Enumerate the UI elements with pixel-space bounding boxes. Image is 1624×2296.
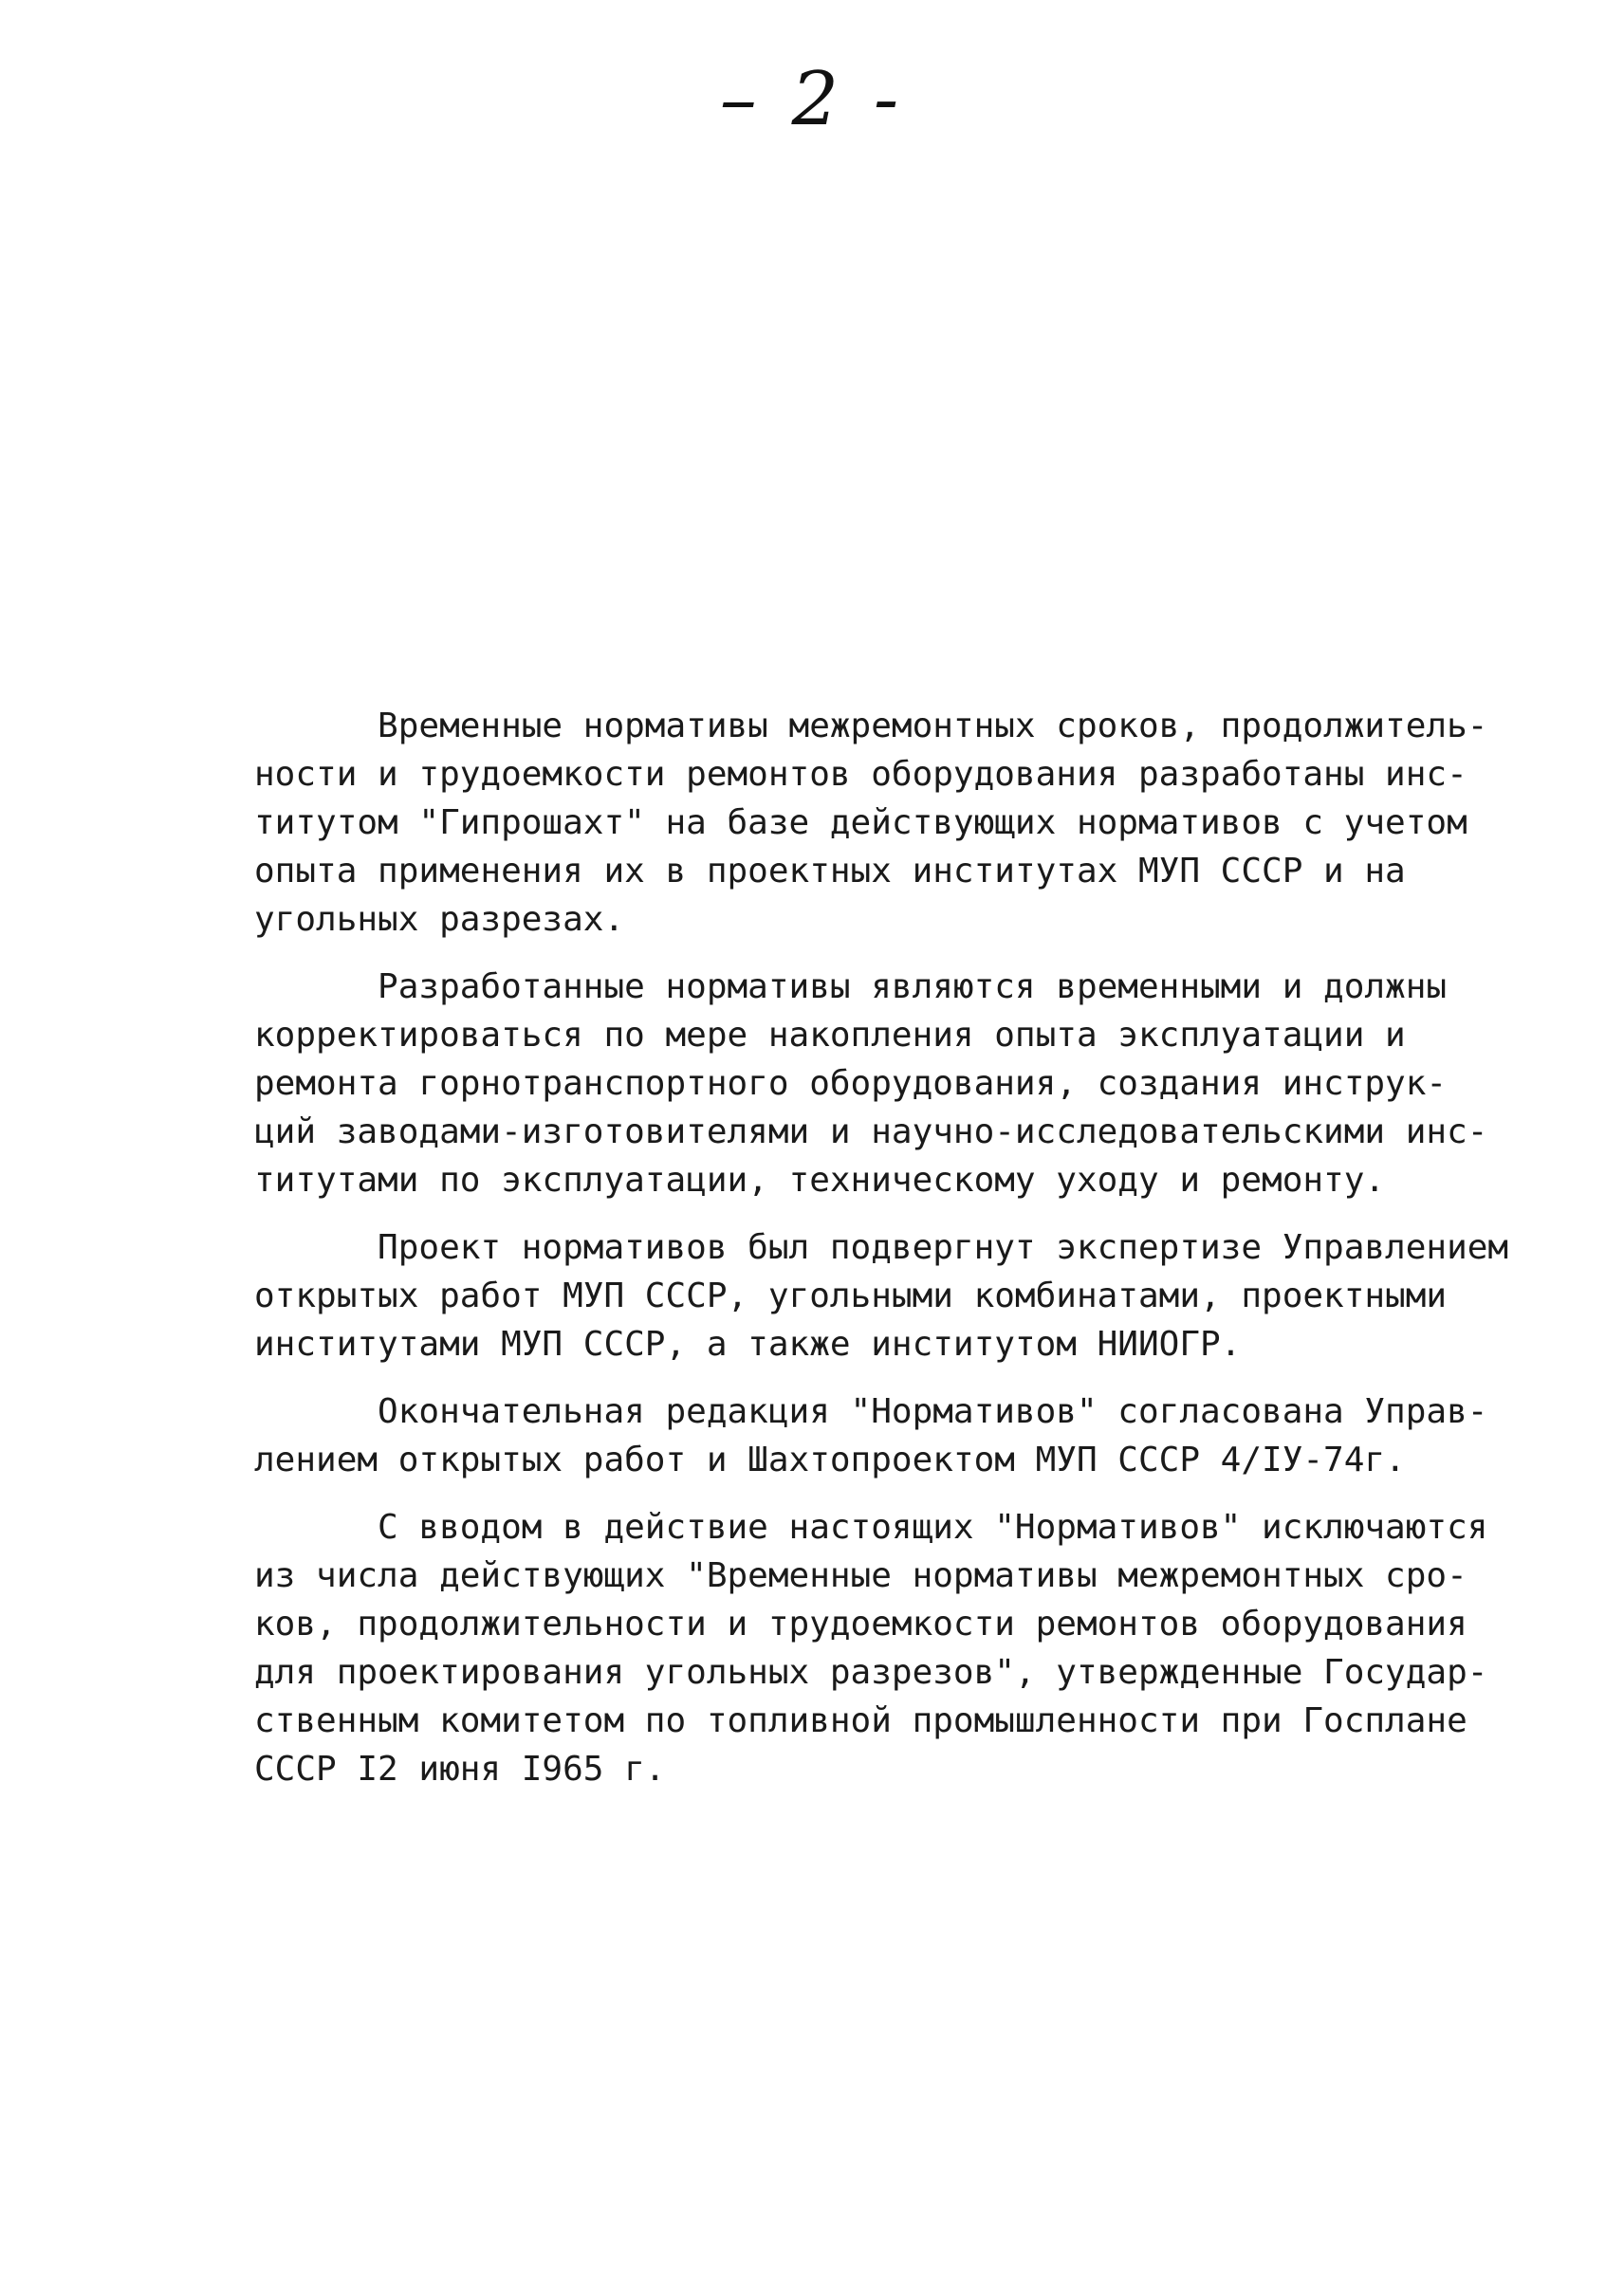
text-line: опыта применения их в проектных институтах МУП СССР и на xyxy=(254,852,1406,891)
text-line: ремонта горнотранспортного оборудования, создания инструк- xyxy=(254,1064,1448,1103)
text-line: титутом "Гипрошахт" на базе действующих нормативов с учетом xyxy=(254,803,1467,842)
paragraph-5 xyxy=(254,1503,1488,1793)
text-line: для проектирования угольных разрезов", утвержденные Государ- xyxy=(254,1653,1488,1692)
text-line: Проект нормативов был подвергнут экспертизе Управлением xyxy=(254,1228,1509,1267)
text-line: титутами по эксплуатации, техническому уходу и ремонту. xyxy=(254,1161,1386,1200)
text-line: ственным комитетом по топливной промышленности при Госплане xyxy=(254,1701,1467,1740)
text-line: Окончательная редакция "Нормативов" согласована Управ- xyxy=(254,1392,1488,1431)
paragraph-2 xyxy=(254,963,1488,1204)
paragraph-1 xyxy=(254,702,1488,944)
text-line: ций заводами-изготовителями и научно-исследовательскими инс- xyxy=(254,1112,1488,1151)
paragraph-4 xyxy=(254,1387,1488,1484)
page-number: – 2 - xyxy=(719,57,905,142)
text-line: угольных разрезах. xyxy=(254,900,625,939)
paragraph-3 xyxy=(254,1223,1509,1368)
text-line: открытых работ МУП СССР, угольными комбинатами, проектными xyxy=(254,1277,1448,1315)
text-line: институтами МУП СССР, а также институтом НИИОГР. xyxy=(254,1325,1242,1364)
text-line: лением открытых работ и Шахтопроектом МУП СССР 4/IУ-74г. xyxy=(254,1441,1406,1479)
text-line: Временные нормативы межремонтных сроков, продолжитель- xyxy=(254,707,1488,745)
text-line: Разработанные нормативы являются временными и должны xyxy=(254,967,1448,1006)
text-line: ков, продолжительности и трудоемкости ремонтов оборудования xyxy=(254,1605,1467,1644)
document-body xyxy=(254,702,1509,1812)
text-line: СССР I2 июня I965 г. xyxy=(254,1750,666,1789)
text-line: ности и трудоемкости ремонтов оборудования разработаны инс- xyxy=(254,755,1467,794)
text-line: С вводом в действие настоящих "Нормативов" исключаются xyxy=(254,1508,1488,1547)
text-line: из числа действующих "Временные нормативы межремонтных сро- xyxy=(254,1556,1467,1595)
text-line: корректироваться по мере накопления опыта эксплуатации и xyxy=(254,1016,1406,1055)
